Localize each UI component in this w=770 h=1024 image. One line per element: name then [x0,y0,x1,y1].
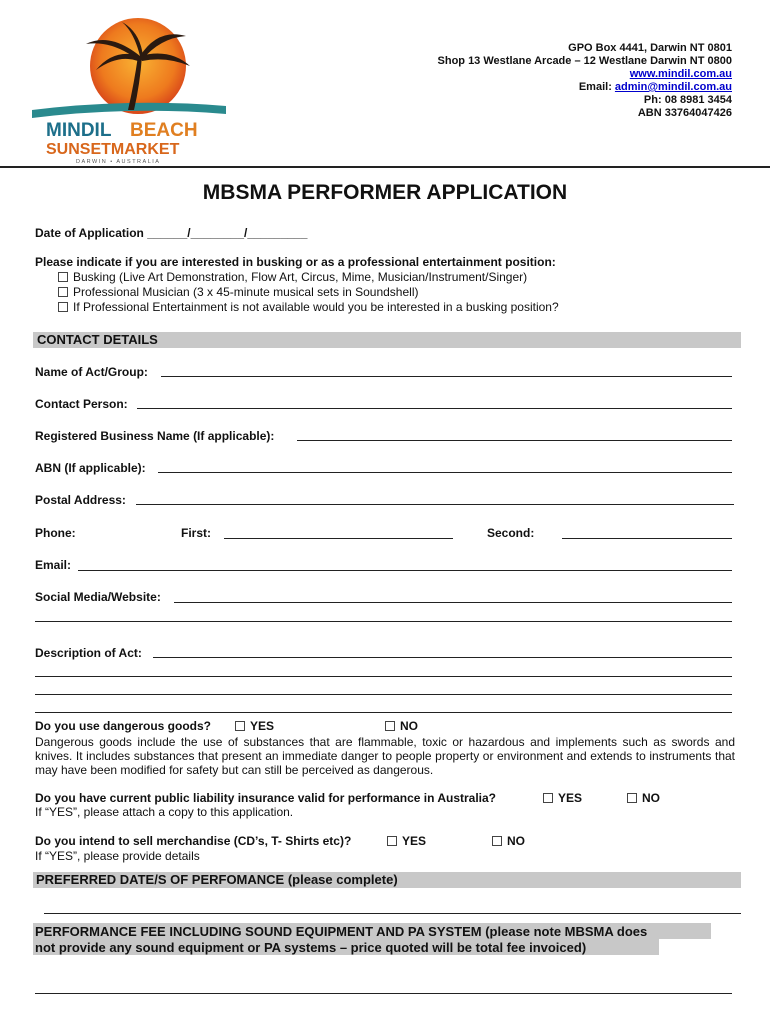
act-name-field[interactable] [161,376,732,377]
performance-fee-field[interactable] [35,993,732,994]
merchandise-yes[interactable]: YES [387,834,426,848]
contact-person-field[interactable] [137,408,732,409]
page-title: MBSMA PERFORMER APPLICATION [202,181,568,204]
social-media-label: Social Media/Website: [35,590,161,604]
social-media-field[interactable] [174,602,732,603]
description-field-line-4[interactable] [35,712,732,713]
preferred-dates-field[interactable] [44,913,741,914]
business-name-field[interactable] [297,440,732,441]
email-label-field: Email: [35,558,72,572]
abn-number: ABN 33764047426 [637,107,732,119]
merchandise-no[interactable]: NO [492,834,525,848]
insurance-yes[interactable]: YES [543,791,582,805]
address-block [438,42,732,120]
email-link[interactable]: admin@mindil.com.au [614,81,732,93]
checkbox-icon[interactable] [235,721,245,731]
business-name-label: Registered Business Name (If applicable): [35,429,275,443]
logo [30,14,230,166]
checkbox-icon[interactable] [492,836,502,846]
checkbox-icon[interactable] [385,721,395,731]
contact-details-header: CONTACT DETAILS [37,332,158,347]
insurance-note: If “YES”, please attach a copy to this application. [35,805,294,819]
dangerous-goods-explanation: Dangerous goods include the use of substances that are flammable, toxic or hazardous and implements such as swords and knives. It includes substances that present an immediate danger to people property or environment and extends to instruments that may have been modified for safety but can still be perceived as dangerous. [35,735,735,777]
interest-prompt: Please indicate if you are interested in busking or as a professional entertainment position: [35,255,556,269]
interest-option-busking-fallback[interactable]: If Professional Entertainment is not available would you be interested in a busking position? [58,300,559,314]
address-line-2: Shop 13 Westlane Arcade – 12 Westlane Darwin NT 0800 [437,55,732,67]
checkbox-icon[interactable] [543,793,553,803]
palm-sunset-logo [30,14,230,166]
social-media-field-extra[interactable] [35,621,732,622]
phone-second-field[interactable] [562,538,732,539]
header-rule [0,166,770,168]
website-link[interactable]: www.mindil.com.au [629,68,732,80]
description-label: Description of Act: [35,646,142,660]
description-field-line-2[interactable] [35,676,732,677]
svg-text:MINDIL: MINDIL [46,120,112,141]
checkbox-icon[interactable] [387,836,397,846]
address-line-1: GPO Box 4441, Darwin NT 0801 [568,42,732,54]
abn-label: ABN (If applicable): [35,461,146,475]
checkbox-icon[interactable] [58,287,68,297]
interest-option-busking[interactable]: Busking (Live Art Demonstration, Flow Art, Circus, Mime, Musician/Instrument/Singer) [58,270,527,284]
merchandise-note: If “YES”, please provide details [35,849,200,863]
email-field[interactable] [78,570,732,571]
act-name-label: Name of Act/Group: [35,365,148,379]
fee-header-line-1: PERFORMANCE FEE INCLUDING SOUND EQUIPMENT AND PA SYSTEM (please note MBSMA does [35,924,648,939]
checkbox-icon[interactable] [627,793,637,803]
insurance-no[interactable]: NO [627,791,660,805]
description-field-line-3[interactable] [35,694,732,695]
dangerous-goods-no[interactable]: NO [385,719,418,733]
interest-option-professional[interactable]: Professional Musician (3 x 45-minute musical sets in Soundshell) [58,285,419,299]
insurance-question: Do you have current public liability insurance valid for performance in Australia? [35,791,496,805]
postal-address-label: Postal Address: [35,493,126,507]
svg-text:BEACH: BEACH [130,120,198,141]
dangerous-goods-question: Do you use dangerous goods? [35,719,212,733]
phone-label: Phone: [35,526,76,540]
checkbox-icon[interactable] [58,272,68,282]
phone-first-field[interactable] [224,538,453,539]
svg-text:DARWIN • AUSTRALIA: DARWIN • AUSTRALIA [76,159,161,165]
svg-text:SUNSETMARKET: SUNSETMARKET [46,141,180,158]
merchandise-question: Do you intend to sell merchandise (CD’s, T- Shirts etc)? [35,834,352,848]
postal-address-field[interactable] [136,504,734,505]
preferred-dates-header: PREFERRED DATE/S OF PERFOMANCE (please complete) [36,872,398,887]
email-label: Email: [578,81,615,93]
date-of-application: Date of Application ______/________/_________ [35,226,308,240]
phone-second-label: Second: [487,526,535,540]
dangerous-goods-yes[interactable]: YES [235,719,274,733]
fee-header-line-2: not provide any sound equipment or PA systems – price quoted will be total fee invoiced) [35,940,587,955]
description-field[interactable] [153,657,732,658]
phone-first-label: First: [181,526,211,540]
abn-field[interactable] [158,472,732,473]
checkbox-icon[interactable] [58,302,68,312]
contact-person-label: Contact Person: [35,397,128,411]
phone-number: Ph: 08 8981 3454 [643,94,732,106]
